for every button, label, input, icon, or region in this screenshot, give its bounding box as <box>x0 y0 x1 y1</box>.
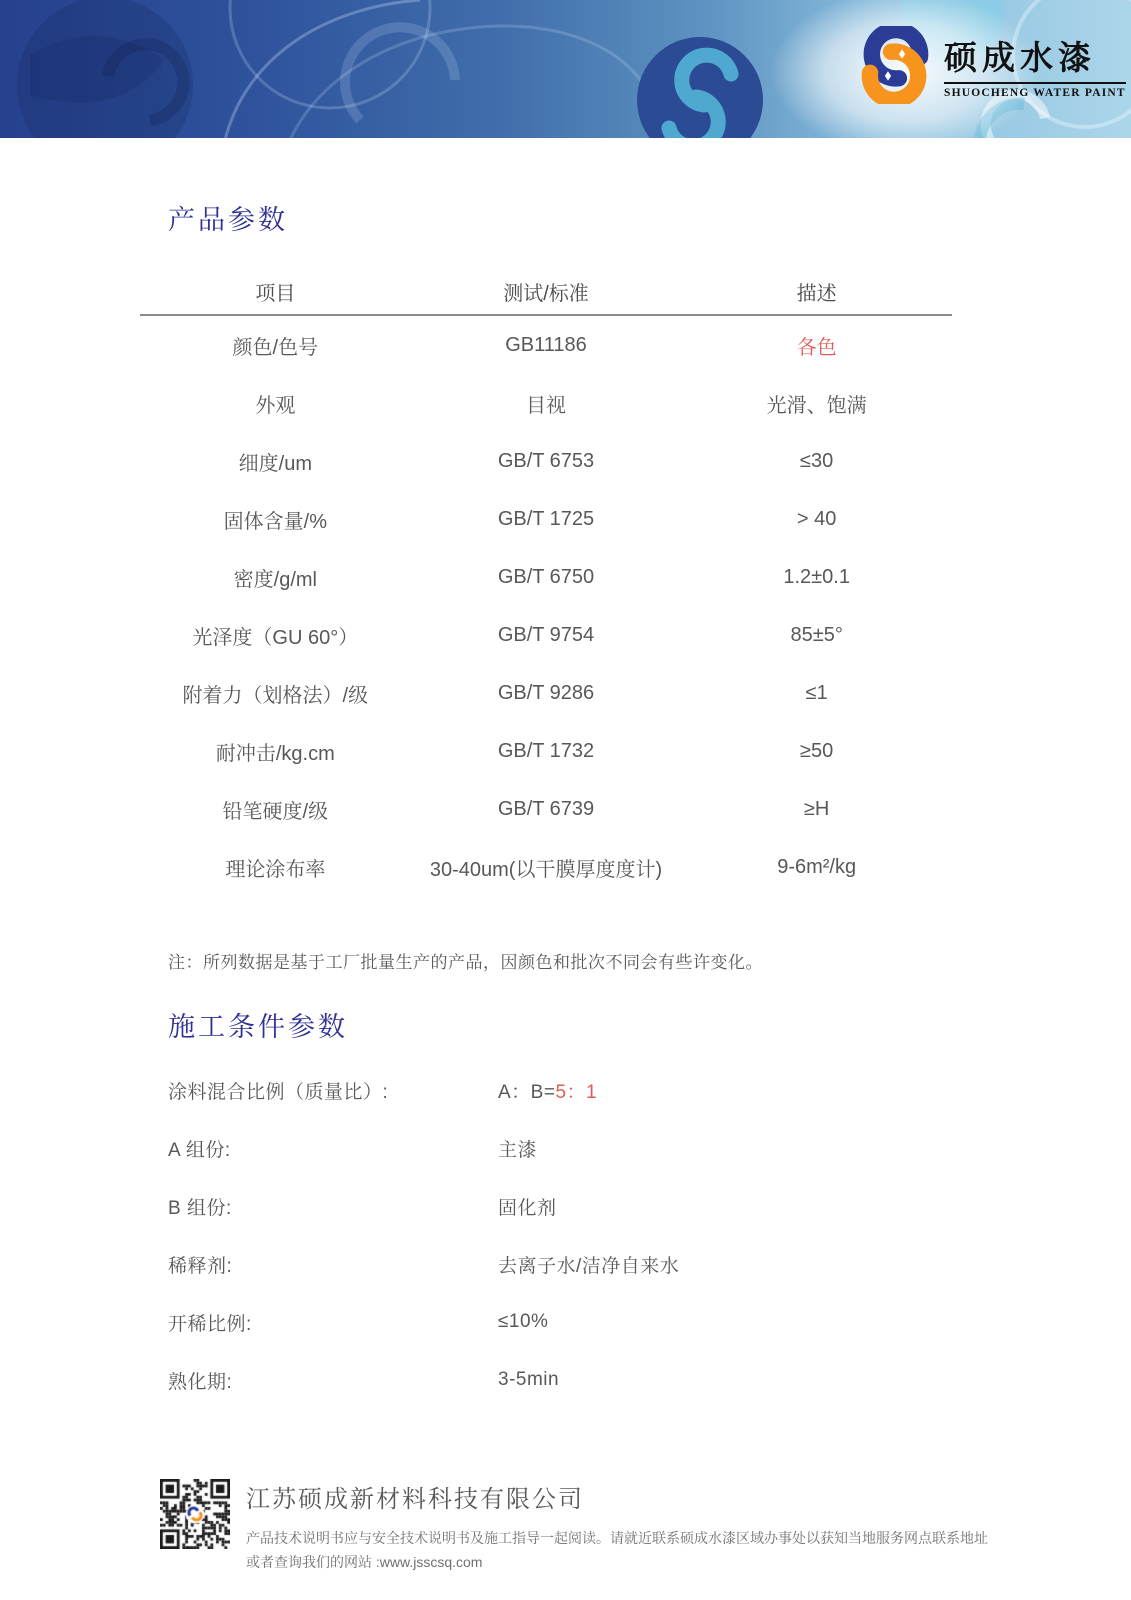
condition-row <box>0 1293 1131 1351</box>
mix-ratio-prefix: A：B= <box>498 1081 556 1103</box>
cell-standard: 30-40um(以干膜厚度度计) <box>429 858 663 881</box>
cell-desc: 1.2±0.1 <box>783 565 850 588</box>
brand-logo <box>856 26 1126 104</box>
qr-code <box>160 1479 230 1549</box>
cell-desc: 各色 <box>796 336 837 359</box>
table-row <box>140 664 952 722</box>
cell-item: 固体含量/% <box>223 510 327 533</box>
condition-label: B 组份: <box>168 1197 232 1219</box>
cell-standard: GB/T 6739 <box>497 797 595 820</box>
cell-item: 耐冲击/kg.cm <box>215 742 335 765</box>
column-header-desc: 描述 <box>796 282 837 305</box>
cell-item: 颜色/色号 <box>232 336 319 359</box>
cell-desc: > 40 <box>796 507 837 530</box>
cell-item: 附着力（划格法）/级 <box>182 684 369 707</box>
cell-standard: GB11186 <box>505 333 587 356</box>
condition-label: 涂料混合比例（质量比）: <box>168 1081 389 1103</box>
product-note: 注：所列数据是基于工厂批量生产的产品，因颜色和批次不同会有些许变化。 <box>168 953 763 972</box>
cell-standard: GB/T 6753 <box>497 449 595 472</box>
footer-text-block <box>246 1479 988 1574</box>
condition-row <box>0 1061 1131 1119</box>
cell-standard: 目视 <box>525 394 566 417</box>
section-title-application-params: 施工条件参数 <box>168 1012 348 1042</box>
table-row <box>140 606 952 664</box>
header-banner <box>0 0 1131 138</box>
condition-label: A 组份: <box>168 1139 231 1161</box>
cell-standard: GB/T 1725 <box>497 507 595 530</box>
cell-desc: ≥50 <box>800 739 834 762</box>
cell-standard: GB/T 9754 <box>497 623 595 646</box>
column-header-standard: 测试/标准 <box>503 282 589 305</box>
table-row <box>140 780 952 838</box>
cell-standard: GB/T 9286 <box>497 681 595 704</box>
condition-label: 开稀比例: <box>168 1313 252 1335</box>
condition-row <box>0 1177 1131 1235</box>
brand-underline <box>944 82 1126 84</box>
condition-label: 稀释剂: <box>168 1255 233 1277</box>
condition-value: ≤10% <box>498 1311 549 1332</box>
section-title-product-params: 产品参数 <box>168 205 288 235</box>
cell-desc: 光滑、饱满 <box>766 394 867 417</box>
footer-note-line1: 产品技术说明书应与安全技术说明书及施工指导一起阅读。请就近联系硕成水漆区域办事处以获知当地服务网点联系地址 <box>246 1530 988 1546</box>
cell-item: 铅笔硬度/级 <box>222 800 329 823</box>
cell-item: 外观 <box>255 394 296 417</box>
condition-value: 主漆 <box>498 1139 538 1161</box>
cell-desc: ≤30 <box>800 449 834 472</box>
s-swirl-icon <box>856 26 934 104</box>
cell-item: 密度/g/ml <box>233 568 317 591</box>
condition-row <box>0 1119 1131 1177</box>
table-row <box>140 548 952 606</box>
table-header-row <box>140 268 952 316</box>
condition-value: 3-5min <box>498 1369 560 1390</box>
table-row <box>140 838 952 896</box>
footer-note-line2: 或者查询我们的网站 :www.jsscsq.com <box>246 1554 483 1570</box>
table-row <box>140 374 952 432</box>
table-row <box>140 316 952 374</box>
condition-list <box>0 1061 1131 1409</box>
table-row <box>140 722 952 780</box>
column-header-item: 项目 <box>255 282 296 305</box>
condition-value: 去离子水/洁净自来水 <box>498 1255 680 1277</box>
cell-desc: 9-6m²/kg <box>777 855 857 878</box>
condition-value: 固化剂 <box>498 1197 557 1219</box>
cell-item: 细度/um <box>238 452 312 475</box>
cell-item: 理论涂布率 <box>225 858 326 881</box>
table-row <box>140 432 952 490</box>
cell-item: 光泽度（GU 60°） <box>192 626 359 649</box>
brand-name-en: SHUOCHENG WATER PAINT <box>944 86 1126 99</box>
params-table <box>140 268 952 896</box>
cell-standard: GB/T 6750 <box>497 565 595 588</box>
cell-standard: GB/T 1732 <box>497 739 595 762</box>
table-row <box>140 490 952 548</box>
footer <box>160 1479 1131 1574</box>
cell-desc: 85±5° <box>790 623 843 646</box>
condition-label: 熟化期: <box>168 1371 233 1393</box>
cell-desc: ≥H <box>803 797 830 820</box>
condition-value <box>498 1077 597 1104</box>
condition-row <box>0 1235 1131 1293</box>
condition-row <box>0 1351 1131 1409</box>
mix-ratio-highlight: 5：1 <box>555 1081 598 1103</box>
cell-desc: ≤1 <box>805 681 828 704</box>
brand-text-block <box>944 32 1126 99</box>
company-name: 江苏硕成新材料科技有限公司 <box>246 1486 584 1513</box>
brand-name-cn: 硕成水漆 <box>944 40 1096 77</box>
